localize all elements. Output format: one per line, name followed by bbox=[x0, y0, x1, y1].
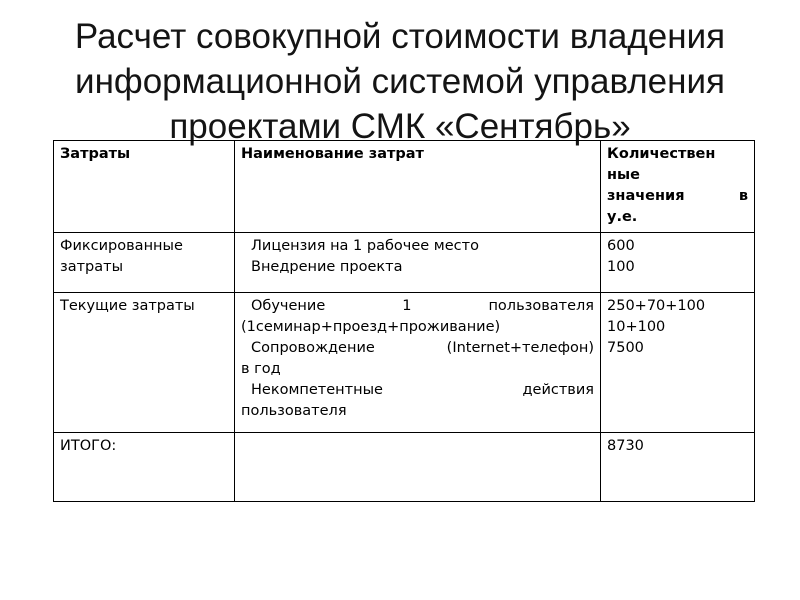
cost-item: Лицензия на 1 рабочее место bbox=[251, 238, 479, 254]
cost-item-word: Некомпетентные bbox=[251, 382, 383, 398]
cost-value: 600 bbox=[607, 238, 635, 254]
cost-item-line bbox=[241, 338, 594, 359]
cost-item-word: пользователя bbox=[488, 298, 594, 314]
cost-item-line bbox=[241, 296, 594, 317]
row-values bbox=[601, 293, 755, 433]
row-category: ИТОГО: bbox=[54, 433, 235, 502]
cost-item: Внедрение проекта bbox=[251, 259, 403, 275]
title-line-1: Расчет совокупной стоимости владения bbox=[74, 17, 726, 56]
cost-item-line bbox=[241, 380, 594, 401]
cost-item-word: Сопровождение bbox=[251, 340, 375, 356]
total-value: 8730 bbox=[607, 438, 644, 454]
row-items bbox=[235, 433, 601, 502]
row-values bbox=[601, 433, 755, 502]
header-cost-name: Наименование затрат bbox=[235, 141, 601, 233]
row-values bbox=[601, 233, 755, 293]
header-quantity-line-4: у.е. bbox=[607, 209, 638, 225]
cost-value: 250+70+100 bbox=[607, 298, 706, 314]
title-line-3: проектами СМК «Сентябрь» bbox=[169, 107, 631, 146]
header-quantity bbox=[601, 141, 755, 233]
cost-item-line: в год bbox=[241, 361, 281, 377]
cost-item-line: (1семинар+проезд+проживание) bbox=[241, 319, 501, 335]
title-line-2: информационной системой управления bbox=[75, 62, 725, 101]
cost-value: 7500 bbox=[607, 340, 644, 356]
table-row-total bbox=[54, 433, 755, 502]
table-row bbox=[54, 293, 755, 433]
cost-value: 100 bbox=[607, 259, 635, 275]
row-items bbox=[235, 293, 601, 433]
cost-item-word: Обучение bbox=[251, 298, 326, 314]
cost-item-word: 1 bbox=[402, 298, 412, 314]
cost-item-line: пользователя bbox=[241, 403, 347, 419]
table-header-row bbox=[54, 141, 755, 233]
cost-value: 10+100 bbox=[607, 319, 666, 335]
row-category: Текущие затраты bbox=[54, 293, 235, 433]
table-row bbox=[54, 233, 755, 293]
header-quantity-word-in: в bbox=[738, 188, 748, 204]
header-quantity-line-1: Количествен bbox=[607, 146, 716, 162]
slide-title bbox=[0, 14, 800, 149]
header-costs: Затраты bbox=[54, 141, 235, 233]
header-quantity-word-values: значения bbox=[607, 188, 685, 204]
row-category: Фиксированные затраты bbox=[54, 233, 235, 293]
cost-item-word: действия bbox=[522, 382, 594, 398]
header-quantity-line-3 bbox=[607, 186, 748, 207]
cost-item-word: (Internet+телефон) bbox=[446, 340, 594, 356]
row-items bbox=[235, 233, 601, 293]
header-quantity-line-2: ные bbox=[607, 167, 640, 183]
cost-table bbox=[53, 140, 755, 502]
